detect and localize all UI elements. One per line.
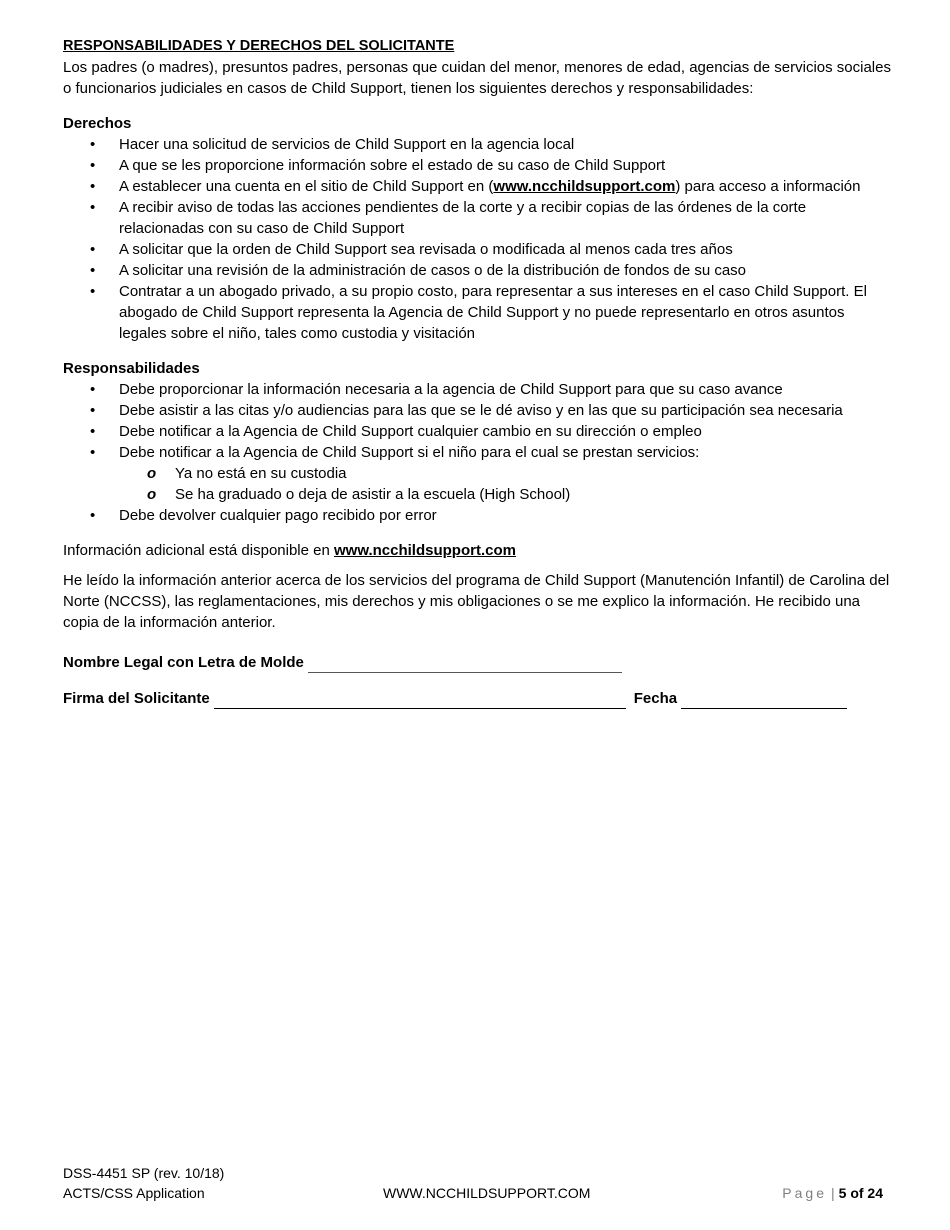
list-item: • A solicitar una revisión de la administración de casos o de la distribución de fondos de su caso (63, 260, 893, 281)
list-item: • Debe devolver cualquier pago recibido por error (63, 505, 893, 526)
list-item: • Hacer una solicitud de servicios de Child Support en la agencia local (63, 134, 893, 155)
legal-name-label: Nombre Legal con Letra de Molde (63, 654, 304, 671)
list-item: • A establecer una cuenta en el sitio de Child Support en (www.ncchildsupport.com) para acceso a información (63, 176, 893, 197)
sub-list-item: o Ya no está en su custodia (147, 465, 347, 482)
page-indicator (782, 1183, 883, 1203)
legal-name-field[interactable] (308, 654, 622, 673)
section-heading: RESPONSABILIDADES Y DERECHOS DEL SOLICITANTE (63, 38, 455, 54)
date-label: Fecha (633, 690, 678, 707)
sub-list (119, 463, 893, 505)
ncchildsupport-link[interactable]: www.ncchildsupport.com (493, 178, 676, 195)
list-item: • A recibir aviso de todas las acciones pendientes de la corte y a recibir copias de las órdenes de la corte relacionadas con su caso de Child Support (63, 197, 893, 239)
page-number: 5 of 24 (838, 1185, 883, 1201)
list-item: • A que se les proporcione información sobre el estado de su caso de Child Support (63, 155, 893, 176)
form-name: ACTS/CSS Application (63, 1185, 205, 1201)
additional-info: Información adicional está disponible en www.ncchildsupport.com (63, 542, 516, 559)
form-number: DSS-4451 SP (rev. 10/18) (63, 1165, 225, 1181)
date-field[interactable] (681, 690, 847, 709)
signature-row (63, 687, 893, 709)
intro-paragraph: Los padres (o madres), presuntos padres, personas que cuidan del menor, menores de edad, agencias de servicios sociales o funcionarios judiciales en casos de Child Support, tienen los siguientes derechos y responsabilidades: (63, 59, 891, 97)
rights-title: Derechos (63, 115, 132, 132)
legal-name-row (63, 651, 893, 673)
responsibilities-title: Responsabilidades (63, 360, 200, 377)
list-item: • A solicitar que la orden de Child Support sea revisada o modificada al menos cada tres años (63, 239, 893, 260)
list-item: • Debe asistir a las citas y/o audiencias para las que se le dé aviso y en las que su participación sea necesaria (63, 400, 893, 421)
list-item: • Debe proporcionar la información necesaria a la agencia de Child Support para que su caso avance (63, 379, 893, 400)
additional-info-link[interactable]: www.ncchildsupport.com (334, 542, 516, 559)
hollow-bullet-icon: o (147, 465, 157, 482)
signature-label: Firma del Solicitante (63, 690, 210, 707)
page-word: Page (782, 1185, 827, 1201)
footer-website: WWW.NCCHILDSUPPORT.COM (383, 1185, 591, 1201)
sub-list-item: o Se ha graduado o deja de asistir a la escuela (High School) (147, 486, 571, 503)
list-item: • Debe notificar a la Agencia de Child Support si el niño para el cual se prestan servicios: o Ya no está en su custodia o Se ha graduado o deja de asistir a la escuela (High School) (63, 442, 893, 505)
list-item: • Contratar a un abogado privado, a su propio costo, para representar a sus intereses en el caso Child Support. El abogado de Child Support representa la Agencia de Child Support y no puede representarlo en otros asuntos legales sobre el niño, tales como custodia y visitación (63, 281, 893, 344)
acknowledgement-paragraph: He leído la información anterior acerca de los servicios del programa de Child Support (Manutención Infantil) de Carolina del Norte (NCCSS), las reglamentaciones, mis derechos y mis obligaciones o se me explico la información. He recibido una copia de la información anterior. (63, 572, 890, 631)
rights-list (63, 134, 893, 344)
list-item: • Debe notificar a la Agencia de Child Support cualquier cambio en su dirección o empleo (63, 421, 893, 442)
document-page (63, 36, 893, 723)
hollow-bullet-icon: o (147, 486, 157, 503)
footer-form-info (63, 1163, 224, 1203)
page-separator: | (831, 1185, 835, 1201)
responsibilities-list (63, 379, 893, 526)
signature-field[interactable] (214, 690, 626, 709)
